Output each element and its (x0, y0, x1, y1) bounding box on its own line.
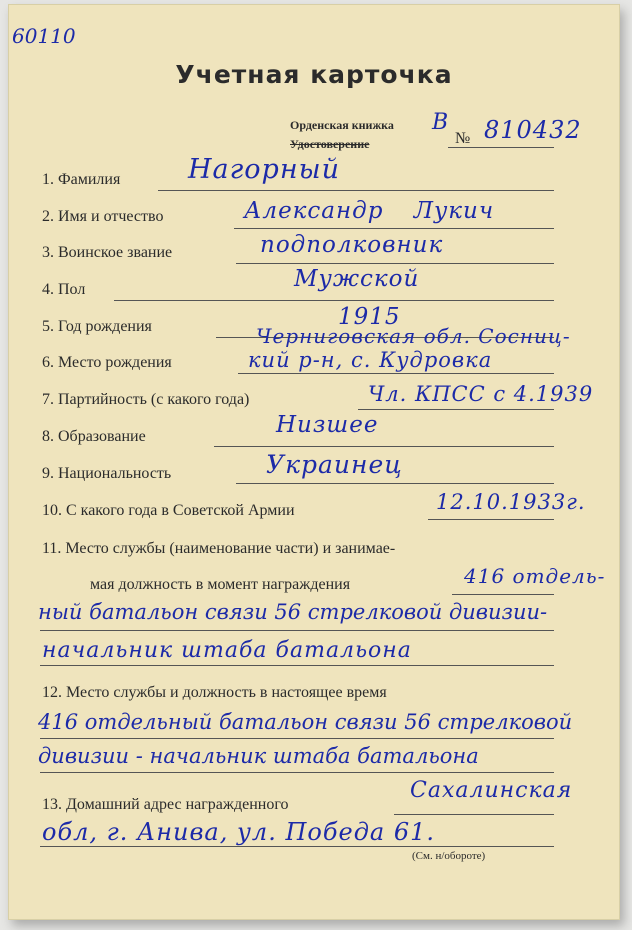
field-army-since-label: 10. С какого года в Советской Армии (42, 502, 295, 519)
book-series: В (432, 110, 450, 135)
field-name-label: 2. Имя и отчество (42, 208, 164, 225)
field-birthplace-value-2: кий р-н, с. Кудровка (248, 348, 493, 372)
field-rank-label: 3. Воинское звание (42, 244, 173, 261)
number-sign: № (455, 130, 471, 147)
field-birthplace-label: 6. Место рождения (42, 354, 172, 371)
field-surname-label: 1. Фамилия (42, 171, 121, 188)
field-rank-value: подполковник (260, 232, 444, 258)
field-home-address-value-1: Сахалинская (410, 778, 573, 803)
field-army-since-line (428, 519, 554, 520)
field-surname-value: Нагорный (188, 154, 340, 185)
field-party-value: Чл. КПСС с 4.1939 (368, 382, 594, 406)
corner-handwritten-mark: 60110 (12, 24, 76, 48)
field-service-award-value-1: 416 отдель- (464, 564, 606, 588)
field-home-address-label: 13. Домашний адрес награжденного (42, 796, 289, 813)
book-number: 810432 (484, 116, 582, 144)
order-book-label: Орденская книжка (290, 118, 394, 132)
field-service-award-label-2: мая должность в момент награждения (90, 576, 351, 593)
field-home-address-value-2: обл, г. Анива, ул. Победа 61. (42, 818, 436, 846)
card-title: Учетная карточка (175, 60, 453, 89)
field-service-award-value-2: ный батальон связи 56 стрелковой дивизии- (38, 600, 548, 624)
field-home-address-line-2 (40, 846, 554, 847)
field-current-service-label: 12. Место службы и должность в настоящее время (42, 684, 387, 701)
field-home-address-line-1 (394, 814, 554, 815)
field-army-since-value: 12.10.1933г. (436, 490, 586, 514)
certificate-label: Удостоверение (290, 137, 370, 151)
field-birth-year-label: 5. Год рождения (42, 318, 152, 335)
field-birthplace-value-1: Черниговская обл. Сосниц- (256, 324, 571, 348)
field-service-award-line-3 (40, 665, 554, 666)
field-service-award-value-3: начальник штаба батальона (42, 638, 412, 663)
field-current-service-line-2 (40, 772, 554, 773)
field-birth-year-value: 1915 (338, 304, 401, 330)
field-nationality-label: 9. Национальность (42, 465, 172, 482)
field-party-label: 7. Партийность (с какого года) (42, 391, 250, 408)
award-record-card (8, 4, 620, 920)
field-surname-line (158, 190, 554, 191)
field-nationality-line (236, 483, 554, 484)
field-name-line (234, 228, 554, 229)
book-number-line (448, 147, 554, 148)
field-service-award-line-1 (452, 594, 554, 595)
field-sex-value: Мужской (294, 266, 420, 292)
field-current-service-line-1 (40, 738, 554, 739)
field-current-service-value-2: дивизии - начальник штаба батальона (38, 744, 479, 768)
field-service-award-label-1: 11. Место службы (наименование части) и занимае- (42, 540, 396, 557)
field-sex-label: 4. Пол (42, 281, 86, 298)
field-sex-line (114, 300, 554, 301)
field-current-service-value-1: 416 отдельный батальон связи 56 стрелковой (38, 710, 573, 734)
field-name-value: Александр Лукич (244, 198, 495, 224)
field-service-award-line-2 (40, 630, 554, 631)
field-nationality-value: Украинец (266, 450, 403, 479)
field-rank-line (236, 263, 554, 264)
field-party-line (358, 409, 554, 410)
see-reverse-note: (См. н/обороте) (412, 850, 486, 862)
field-education-label: 8. Образование (42, 428, 146, 445)
field-education-value: Низшее (276, 412, 379, 438)
field-birthplace-line (238, 373, 554, 374)
field-education-line (214, 446, 554, 447)
